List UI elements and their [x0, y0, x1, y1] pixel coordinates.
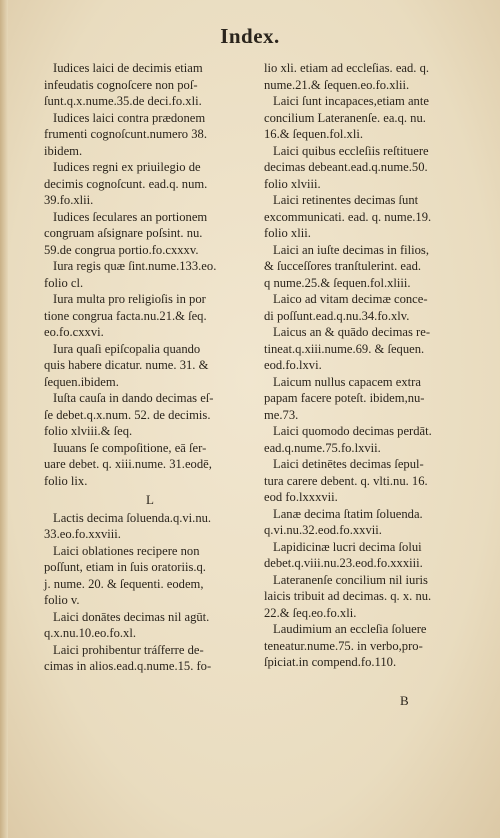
index-entry: Iudices regni ex priuilegio de decimis cognoſcunt. ead.q. num. 39.fo.xlii.: [44, 160, 208, 207]
index-entry: Iudices ſeculares an portionem congruam aſsignare poſsint. nu. 59.de congrua portio.fo.cxxxv.: [44, 209, 208, 257]
index-entry: Laici quomodo decimas perdāt. ead.q.nume.75.fo.lxvii.: [264, 424, 432, 455]
index-entry: Laici oblationes recipere non poſſunt, etiam in ſuis oratoriis.q. j. nume. 20. & ſequenti. eodem, folio v.: [44, 543, 206, 607]
index-entry: Lapidicinæ lucri decima ſolui debet.q.viii.nu.23.eod.fo.xxxiii.: [264, 539, 423, 570]
index-entry-continued: lio xli. etiam ad eccleſias. ead. q. nume.21.& ſequen.eo.fo.xlii.: [264, 61, 430, 92]
index-entry: Lactis decima ſoluenda.q.vi.nu. 33.eo.fo.xxviii.: [44, 510, 212, 541]
index-entry: Lanæ decima ſtatim ſoluenda. q.vi.nu.32.eod.fo.xxvii.: [264, 506, 423, 537]
index-entry: Iuſta cauſa in dando decimas eſ- ſe debet.q.x.num. 52. de decimis. folio xlviii.& ſeq.: [44, 391, 214, 438]
index-entry: Laici retinentes decimas ſunt excommunicati. ead. q. nume.19. folio xlii.: [264, 193, 432, 240]
index-entry: Laici donātes decimas nil agūt. q.x.nu.10.eo.fo.xl.: [44, 609, 210, 640]
page-edge: [0, 0, 8, 838]
right-column: [264, 60, 476, 671]
page-title: Index.: [220, 24, 280, 48]
index-entry: Iura multa pro religioſis in por tione congrua facta.nu.21.& ſeq. eo.fo.cxxvi.: [44, 292, 207, 339]
section-letter: L: [146, 492, 154, 507]
index-entry: Iuuans ſe compoſitione, eā ſer- uare debet. q. xiii.nume. 31.eodē, folio lix.: [44, 440, 212, 488]
index-entry: Iudices laici de decimis etiam infeudatis cognoſcere non poſ- ſunt.q.x.nume.35.de deci.fo.xli.: [44, 61, 203, 108]
index-entry: Laici an iuſte decimas in filios, & ſucceſſores tranſtulerint. ead. q nume.25.& ſequen.fol.xliii.: [264, 242, 429, 290]
index-entry: Laico ad vitam decimæ conce- di poſſunt.ead.q.nu.34.fo.xlv.: [264, 292, 428, 323]
left-column: [44, 60, 256, 675]
index-entry: Laici detinētes decimas ſepul- tura carere debent. q. vlti.nu. 16. eod fo.lxxxvii.: [264, 457, 428, 504]
index-entry: Lateranenſe concilium nil iuris laicis tribuit ad decimas. q. x. nu. 22.& ſeq.eo.fo.xli.: [264, 572, 432, 620]
index-entry: Laudimium an eccleſia ſoluere teneatur.nume.75. in verbo,pro- ſpiciat.in compend.fo.110.: [264, 622, 427, 669]
index-entry: Iura quaſi epiſcopalia quando quis habere dicatur. nume. 31. & ſequen.ibidem.: [44, 341, 209, 389]
catchword: B: [400, 693, 409, 708]
index-entry: Laicus an & quādo decimas re- tineat.q.xiii.nume.69. & ſequen. eod.fo.lxvi.: [264, 325, 431, 372]
index-entry: Laici quibus eccleſiis reſtituere decimas debeant.ead.q.nume.50. folio xlviii.: [264, 143, 429, 191]
index-entry: Laici prohibentur tráſferre de- cimas in alios.ead.q.nume.15. fo-: [44, 642, 212, 673]
index-entry: Laici ſunt incapaces,etiam ante concilium Lateranenſe. ea.q. nu. 16.& ſequen.fol.xli.: [264, 94, 429, 141]
index-entry: Laicum nullus capacem extra papam facere poteſt. ibidem,nu- me.73.: [264, 374, 425, 422]
index-entry: Iudices laici contra prædonem frumenti cognoſcunt.numero 38. ibidem.: [44, 110, 207, 158]
index-entry: Iura regis quæ ſint.nume.133.eo. folio cl.: [44, 259, 217, 290]
